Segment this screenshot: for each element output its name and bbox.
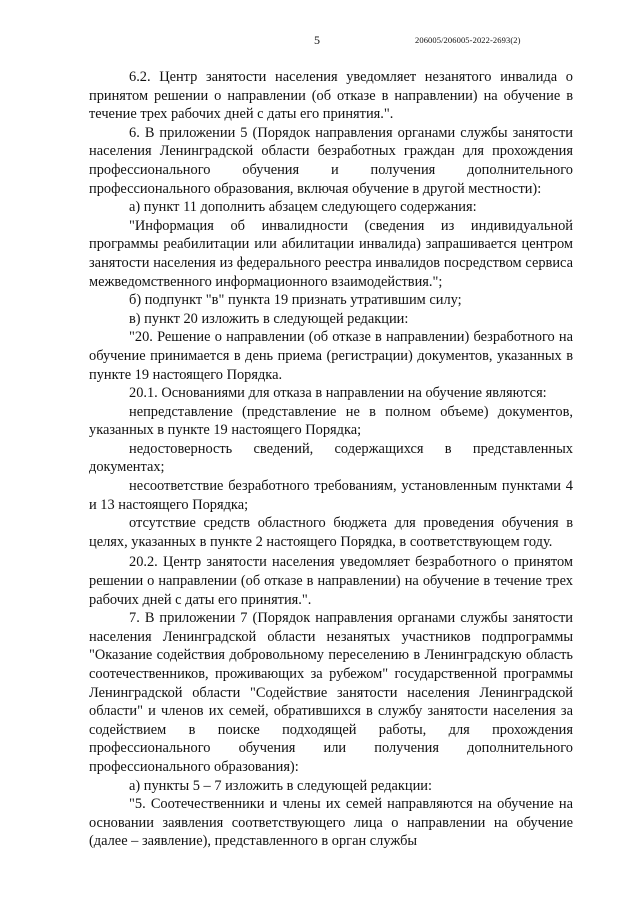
paragraph: 7. В приложении 7 (Порядок направления органами службы занятости населения Ленинградской области незанятых участников подпрограммы "Оказание содействия добровольному переселению в Ленинградскую область соотечественников, проживающих за рубежом" государственной программы Ленинградской области "Содействие занятости населения Ленинградской области" и членов их семей, обратившихся в службу занятости населения за содействием в поиске подходящей работы, для прохождения профессионального обучения или получения дополнительного профессионального образования):	[89, 610, 573, 775]
page-number: 5	[314, 33, 320, 47]
paragraph: а) пункты 5 – 7 изложить в следующей редакции:	[129, 777, 432, 794]
paragraph: непредставление (представление не в полном объеме) документов, указанных в пункте 19 настоящего Порядка;	[89, 403, 573, 439]
paragraph: в) пункт 20 изложить в следующей редакции:	[129, 310, 409, 327]
paragraph: б) подпункт "в" пункта 19 признать утратившим силу;	[129, 292, 462, 309]
paragraph: 20.2. Центр занятости населения уведомляет безработного о принятом решении о направлении (об отказе в направлении) на обучение в течение трех рабочих дней с даты его принятия.".	[89, 554, 573, 608]
document-body	[89, 68, 573, 851]
paragraph: "5. Соотечественники и члены их семей направляются на обучение на основании заявления соответствующего лица о направлении на обучение (далее – заявление), представленного в орган службы	[89, 796, 573, 850]
paragraph: "20. Решение о направлении (об отказе в направлении) безработного на обучение принимается в день приема (регистрации) документов, указанных в пункте 19 настоящего Порядка.	[89, 329, 573, 383]
paragraph: 6.2. Центр занятости населения уведомляет незанятого инвалида о принятом решении о направлении (об отказе в направлении) на обучение в течение трех рабочих дней с даты его принятия.".	[89, 69, 573, 123]
paragraph: "Информация об инвалидности (сведения из индивидуальной программы реабилитации или абилитации инвалида) запрашивается центром занятости населения из федерального реестра инвалидов посредством сервиса межведомственного информационного взаимодействия.";	[89, 217, 573, 290]
paragraph: недостоверность сведений, содержащихся в представленных документах;	[89, 440, 573, 476]
document-id: 206005/206005-2022-2693(2)	[415, 35, 521, 45]
paragraph: 6. В приложении 5 (Порядок направления органами службы занятости населения Ленинградской области безработных граждан для прохождения профессионального обучения и получения дополнительного профессионального образования, включая обучение в другой местности):	[89, 124, 573, 197]
paragraph: а) пункт 11 дополнить абзацем следующего содержания:	[129, 199, 477, 216]
paragraph: несоответствие безработного требованиям, установленным пунктами 4 и 13 настоящего Порядка;	[89, 478, 573, 513]
paragraph: 20.1. Основаниями для отказа в направлении на обучение являются:	[129, 385, 547, 402]
paragraph: отсутствие средств областного бюджета для проведения обучения в целях, указанных в пункте 2 настоящего Порядка, в соответствующем году.	[89, 515, 573, 550]
